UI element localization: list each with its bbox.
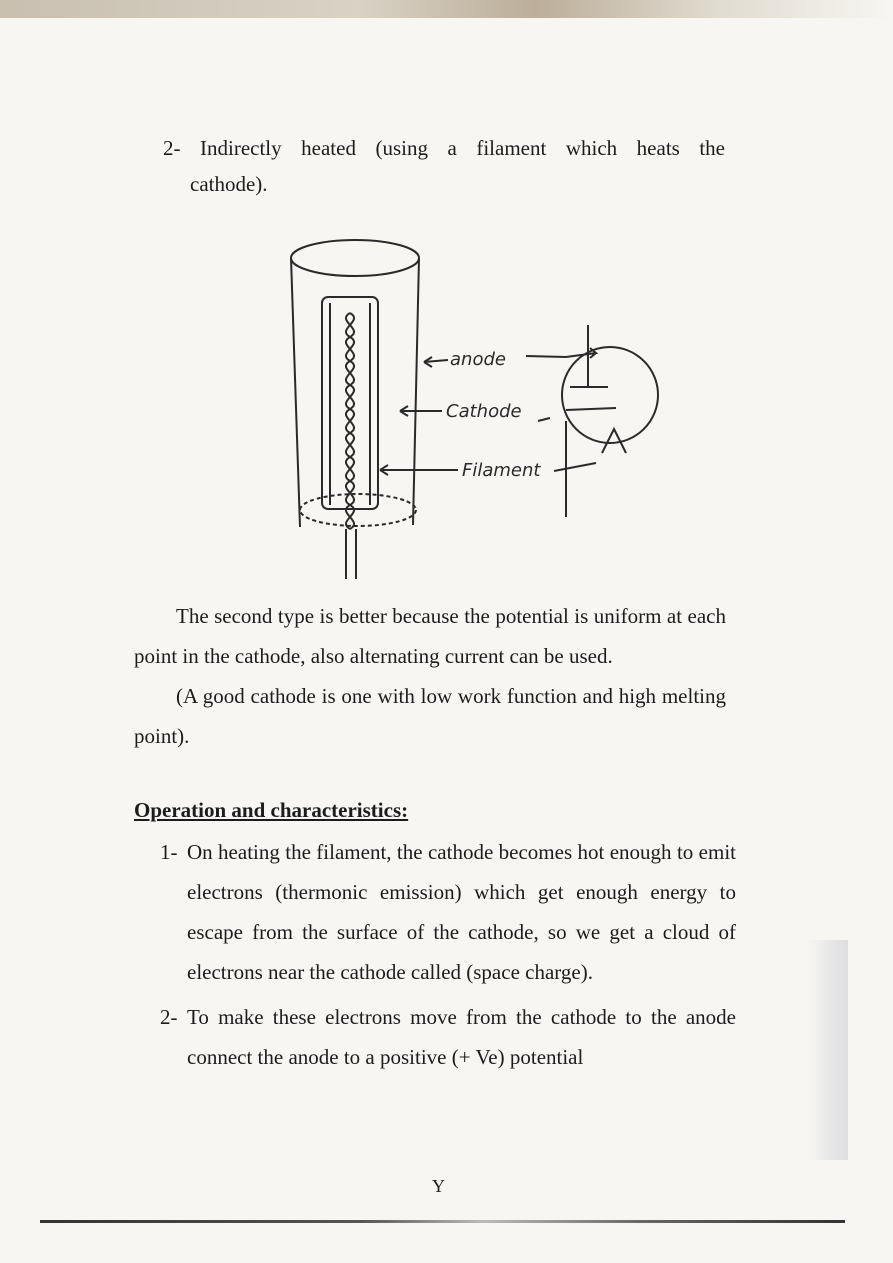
intro-line-2: cathode). xyxy=(190,172,268,196)
intro-line-1: 2- Indirectly heated (using a filament which heats the xyxy=(163,136,725,160)
list-item-text: To make these electrons move from the cathode to the anode connect the anode to a positive (+ Ve) potential xyxy=(187,1005,736,1069)
list-item-number: 1- xyxy=(160,840,178,864)
label-anode: anode xyxy=(450,349,506,370)
vacuum-tube-diagram xyxy=(270,225,690,585)
paragraph-uniform-potential: The second type is better because the potential is uniform at each point in the cathode, also alternating current can be used. xyxy=(134,604,726,668)
list-item-number: 2- xyxy=(160,1005,178,1029)
list-item xyxy=(160,997,736,1077)
label-cathode: Cathode xyxy=(446,401,522,422)
list-item xyxy=(160,832,736,992)
page-edge-shadow xyxy=(808,940,848,1160)
paragraph-good-cathode: (A good cathode is one with low work function and high melting point). xyxy=(134,684,726,748)
section-heading: Operation and characteristics: xyxy=(134,798,409,822)
cylinder-top xyxy=(291,240,419,276)
top-edge-strip xyxy=(0,0,893,18)
triode-symbol xyxy=(562,347,658,443)
list-item-text: On heating the filament, the cathode becomes hot enough to emit electrons (thermonic emission) which get enough energy to escape from the surface of the cathode, so we get a cloud of electrons near the cathode called (space charge). xyxy=(187,840,736,984)
bottom-rule xyxy=(40,1220,845,1223)
label-filament: Filament xyxy=(462,460,541,481)
page-number: Y xyxy=(432,1176,445,1196)
